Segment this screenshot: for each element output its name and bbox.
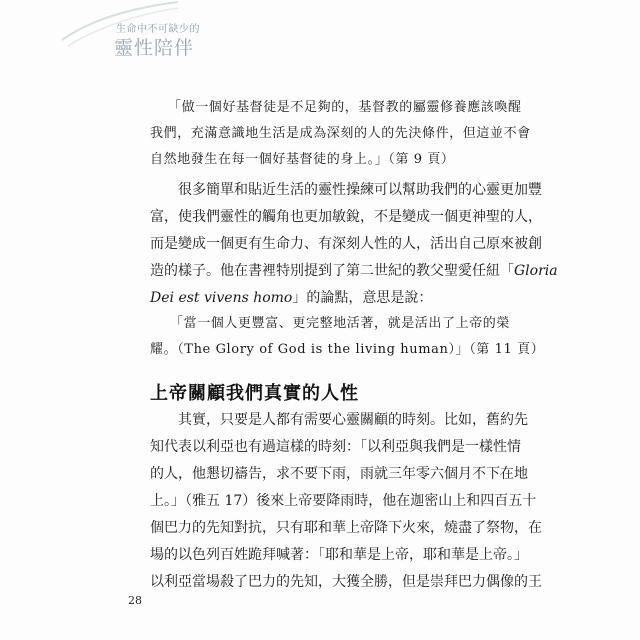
running-header-title: 靈性陪伴	[114, 37, 195, 59]
quote-line: 「做一個好基督徒是不足夠的，基督教的屬靈修養應該喚醒	[168, 100, 522, 115]
section-heading: 上帝關顧我們真實的人性	[150, 383, 359, 404]
block-quote-2	[150, 311, 545, 363]
paragraph-line: 富，使我們靈性的觸角也更加敏銳，不是變成一個更神聖的人，	[150, 209, 542, 225]
latin-phrase: Dei est vivens homo	[150, 290, 293, 306]
page-number: 28	[128, 594, 142, 607]
body-paragraph-2	[150, 407, 542, 596]
body-paragraph-1	[150, 177, 558, 312]
paragraph-line: 上。」（雅五 17）後來上帝要降雨時，他在迦密山上和四百五十	[150, 493, 537, 509]
paragraph-line: 以利亞當場殺了巴力的先知，大獲全勝，但是崇拜巴力偶像的王	[150, 574, 542, 590]
quote-line: 我們，充滿意識地生活是成為深刻的人的先決條件，但這並不會	[150, 126, 531, 141]
quote-line: 耀。（The Glory of God is the living human）」（第 11 頁）	[150, 342, 545, 357]
paragraph-line: 的人，他懇切禱告，求不要下雨，雨就三年零六個月不下在地	[150, 466, 528, 482]
quote-line: 「當一個人更豐富、更完整地活著，就是活出了上帝的榮	[170, 316, 511, 331]
paragraph-line: 個巴力的先知對抗，只有耶和華上帝降下火來，燒盡了祭物，在	[150, 520, 542, 536]
paragraph-line: 場的以色列百姓跪拜喊著：「耶和華是上帝，耶和華是上帝。」	[150, 547, 528, 563]
quote-line: 自然地發生在每一個好基督徒的身上。」（第 9 頁）	[150, 152, 455, 167]
paragraph-line: 知代表以利亞也有過這樣的時刻：「以利亞與我們是一樣性情	[150, 439, 521, 455]
paragraph-line: 很多簡單和貼近生活的靈性操練可以幫助我們的心靈更加豐	[178, 182, 542, 198]
paragraph-line: 造的樣子。他在書裡特別提到了第二世紀的教父聖愛任紐「Gloria	[150, 263, 558, 279]
block-quote-1	[150, 95, 531, 173]
latin-phrase: Gloria	[514, 263, 558, 279]
running-header-subtitle: 生命中不可缺少的	[116, 24, 200, 35]
paragraph-line: Dei est vivens homo」的論點，意思是說：	[150, 290, 433, 306]
paragraph-line: 而是變成一個更有生命力、有深刻人性的人，活出自己原來被創	[150, 236, 542, 252]
paragraph-line: 其實，只要是人都有需要心靈關顧的時刻。比如，舊約先	[178, 412, 528, 428]
